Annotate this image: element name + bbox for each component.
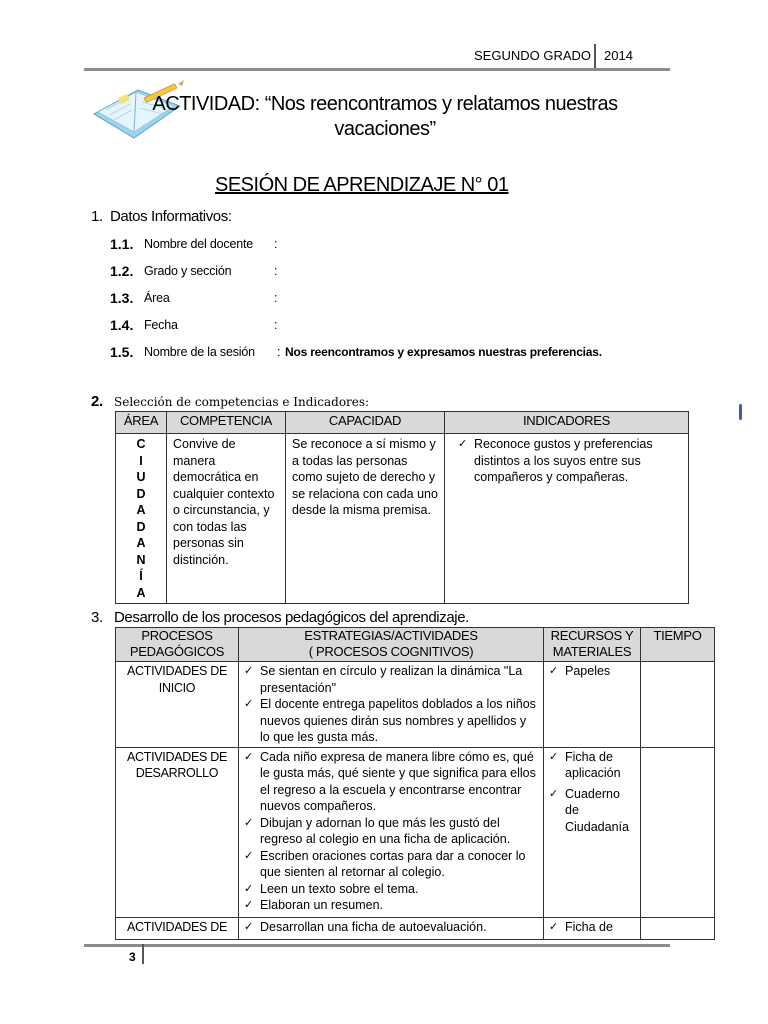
section1-title: Datos Informativos: [110, 208, 232, 225]
area-letter: A [136, 503, 146, 517]
header-rule [84, 68, 670, 71]
resources-inicio [544, 662, 641, 748]
resource-item: ✓ Ficha de aplicación [548, 749, 636, 782]
resource-item: ✓ Ficha de [548, 919, 636, 936]
col-header-area: ÁREA [116, 412, 167, 434]
area-letter: I [139, 453, 143, 468]
activity-item: ✓ Escriben oraciones cortas para dar a conocer lo que sienten al retornar al colegio. [243, 848, 539, 881]
item-number: 1.2. [110, 263, 134, 279]
time-desarrollo [641, 747, 715, 917]
time-cierre [641, 917, 715, 939]
col-header-competencia: COMPETENCIA [167, 412, 286, 434]
item-label-sesion: Nombre de la sesión [144, 345, 255, 359]
competencies-table [115, 411, 689, 604]
item-colon: : [274, 291, 278, 305]
section1-number: 1. [91, 208, 103, 225]
activity-item: ✓ Elaboran un resumen. [243, 897, 539, 914]
section3-number: 3. [91, 609, 103, 626]
col-header-capacidad: CAPACIDAD [286, 412, 445, 434]
resources-desarrollo [544, 747, 641, 917]
item-label-grado: Grado y sección [144, 264, 232, 278]
activity-item: ✓ Se sientan en círculo y realizan la dinámica "La presentación" [243, 663, 539, 696]
area-letter: D [136, 486, 146, 501]
activities-inicio [239, 662, 544, 748]
area-letter: A [136, 585, 146, 600]
area-letter: A [136, 536, 146, 550]
resource-item: ✓ Papeles [548, 663, 636, 680]
section2-title: Selección de competencias e Indicadores: [114, 395, 370, 409]
item-number: 1.5. [110, 344, 134, 360]
phase-inicio: ACTIVIDADES DE INICIO [116, 662, 239, 748]
footer-rule [84, 944, 670, 947]
phase-desarrollo: ACTIVIDADES DE DESARROLLO [116, 747, 239, 917]
item-colon: : [274, 318, 278, 332]
activities-desarrollo [239, 747, 544, 917]
capacidad-cell: Se reconoce a sí mismo y a todas las personas como sujeto de derecho y se relaciona con cada uno desde la misma premisa. [286, 434, 445, 604]
col-header-estrategias [239, 628, 544, 662]
item-value-sesion: Nos reencontramos y expresamos nuestras preferencias. [285, 345, 602, 359]
col-header-tiempo: TIEMPO [641, 628, 715, 662]
activity-item: ✓ Cada niño expresa de manera libre cómo es, qué le gusta más, qué siente y que significa para ellos el regreso a la escuela y encontrarse encontrar nuevos compañeros. [243, 749, 539, 815]
header-year: 2014 [604, 48, 633, 63]
item-colon: : [274, 237, 278, 251]
section3-title: Desarrollo de los procesos pedagógicos del aprendizaje. [114, 609, 469, 626]
header-grade: SEGUNDO GRADO [474, 48, 592, 63]
indicadores-cell [445, 434, 689, 604]
area-letter: N [136, 552, 146, 567]
area-letter: Í [139, 569, 143, 583]
activity-item: ✓ Dibujan y adornan lo que más les gustó del regreso al colegio en una ficha de aplicación. [243, 815, 539, 848]
time-inicio [641, 662, 715, 748]
estrategias-label: ESTRATEGIAS/ACTIVIDADES [304, 628, 478, 643]
resources-cierre [544, 917, 641, 939]
indicator-item: ✓ Reconoce gustos y preferencias distintos a los suyos entre sus compañeros y compañeras. [457, 436, 682, 486]
session-title: SESIÓN DE APRENDIZAJE N° 01 [215, 174, 509, 196]
item-number: 1.4. [110, 317, 134, 333]
phase-cierre: ACTIVIDADES DE [116, 917, 239, 939]
area-letter: C [136, 437, 146, 451]
footer-separator [142, 944, 144, 964]
activity-title: ACTIVIDAD: “Nos reencontramos y relatamos nuestras vacaciones” [152, 93, 618, 140]
area-letter: U [136, 470, 146, 484]
competencia-cell: Convive de manera democrática en cualquier contexto o circunstancia, y con todas las personas sin distinción. [167, 434, 286, 604]
col-header-recursos: RECURSOS Y MATERIALES [544, 628, 641, 662]
activities-cierre [239, 917, 544, 939]
col-header-procesos: PROCESOS PEDAGÓGICOS [116, 628, 239, 662]
process-table [115, 627, 715, 940]
area-cell [116, 434, 167, 604]
activity-item: ✓ Leen un texto sobre el tema. [243, 881, 539, 898]
item-colon: : [277, 345, 281, 359]
item-label-docente: Nombre del docente [144, 237, 253, 251]
item-label-fecha: Fecha [144, 318, 178, 332]
estrategias-sub: ( PROCESOS COGNITIVOS) [308, 644, 474, 659]
margin-mark [739, 404, 742, 420]
col-header-indicadores: INDICADORES [445, 412, 689, 434]
header-separator [594, 44, 596, 70]
page-number: 3 [129, 950, 136, 964]
section2-number: 2. [91, 393, 103, 410]
item-label-area: Área [144, 291, 170, 305]
activity-item: ✓ El docente entrega papelitos doblados a los niños nuevos quienes dirán sus nombres y apellidos y lo que les gusta más. [243, 696, 539, 746]
area-letter: D [136, 519, 146, 534]
resource-item: ✓ Cuaderno de Ciudadanía [548, 786, 636, 836]
item-number: 1.1. [110, 236, 134, 252]
activity-item: ✓ Desarrollan una ficha de autoevaluación. [243, 919, 539, 936]
item-number: 1.3. [110, 290, 134, 306]
item-colon: : [274, 264, 278, 278]
